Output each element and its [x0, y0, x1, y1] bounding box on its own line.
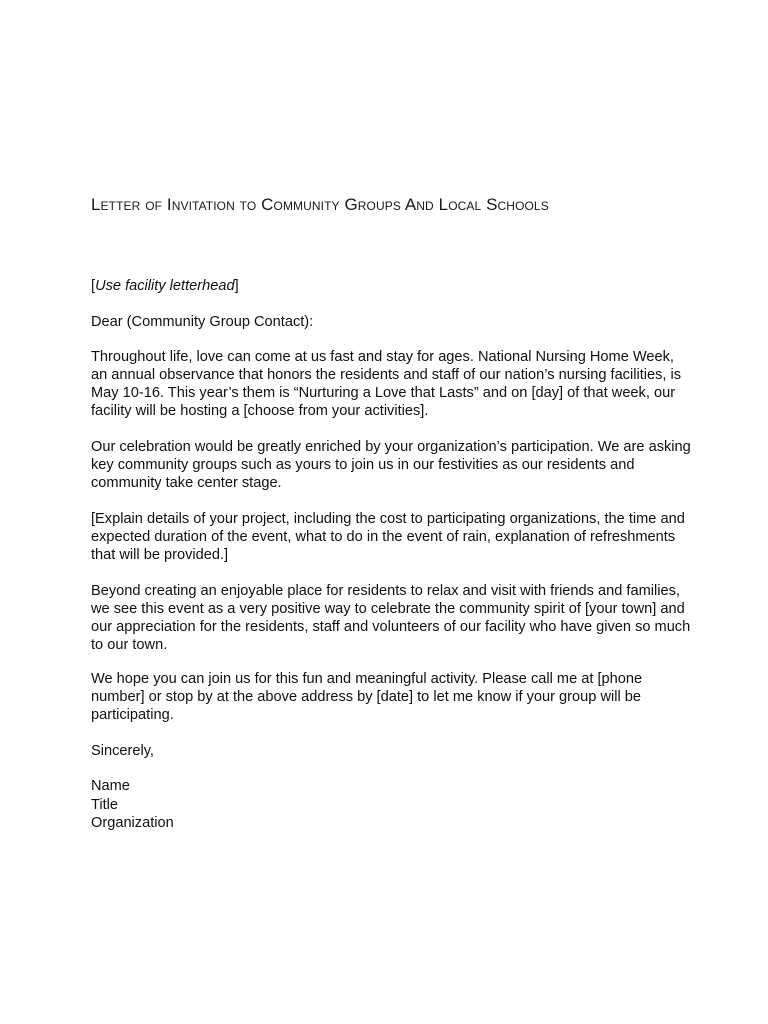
letterhead-note — [91, 277, 691, 295]
paragraph-text: [Explain details of your project, including the cost to participating organizations, the time and expected duration of the event, what to do in the event of rain, explanation of refreshments that will be provided.] — [91, 511, 685, 563]
letterhead-bracket-close: ] — [234, 278, 239, 294]
paragraph-call-to-action — [91, 670, 691, 724]
signature-title: Title — [91, 796, 119, 813]
letterhead-instruction: Use facility letterhead — [95, 278, 235, 294]
paragraph-text: Throughout life, love can come at us fast and stay for ages. National Nursing Home Week, an annual observance that honors the residents and staff of our nation’s nursing facilities, is May 10-16. This year’s them is “Nurturing a Love that Lasts” and on [day] of that week, our facility will be hosting a [choose from your activities]. — [91, 349, 682, 419]
signature-organization: Organization — [91, 815, 174, 831]
signature-name: Name — [91, 778, 130, 794]
salutation: Dear (Community Group Contact): — [91, 314, 314, 330]
closing: Sincerely, — [91, 743, 154, 759]
paragraph-community-spirit — [91, 582, 691, 654]
signature-block — [91, 777, 691, 833]
paragraph-text: Our celebration would be greatly enriched by your organization’s participation. We are asking key community groups such as yours to join us in our festivities as our residents and community take center stage. — [91, 439, 691, 491]
paragraph-intro — [91, 348, 691, 420]
paragraph-text: We hope you can join us for this fun and meaningful activity. Please call me at [phone number] or stop by at the above address by [date] to let me know if your group will be participating. — [91, 671, 643, 723]
paragraph-project-details — [91, 510, 691, 564]
document-title: Letter of Invitation to Community Groups And Local Schools — [91, 195, 549, 214]
paragraph-celebration — [91, 438, 691, 492]
letterhead-bracket-open: [ — [91, 278, 96, 294]
paragraph-text: Beyond creating an enjoyable place for residents to relax and visit with friends and families, we see this event as a very positive way to celebrate the community spirit of [your town] and our appreciation for the residents, staff and volunteers of our facility who have given so much to our town. — [91, 583, 691, 653]
